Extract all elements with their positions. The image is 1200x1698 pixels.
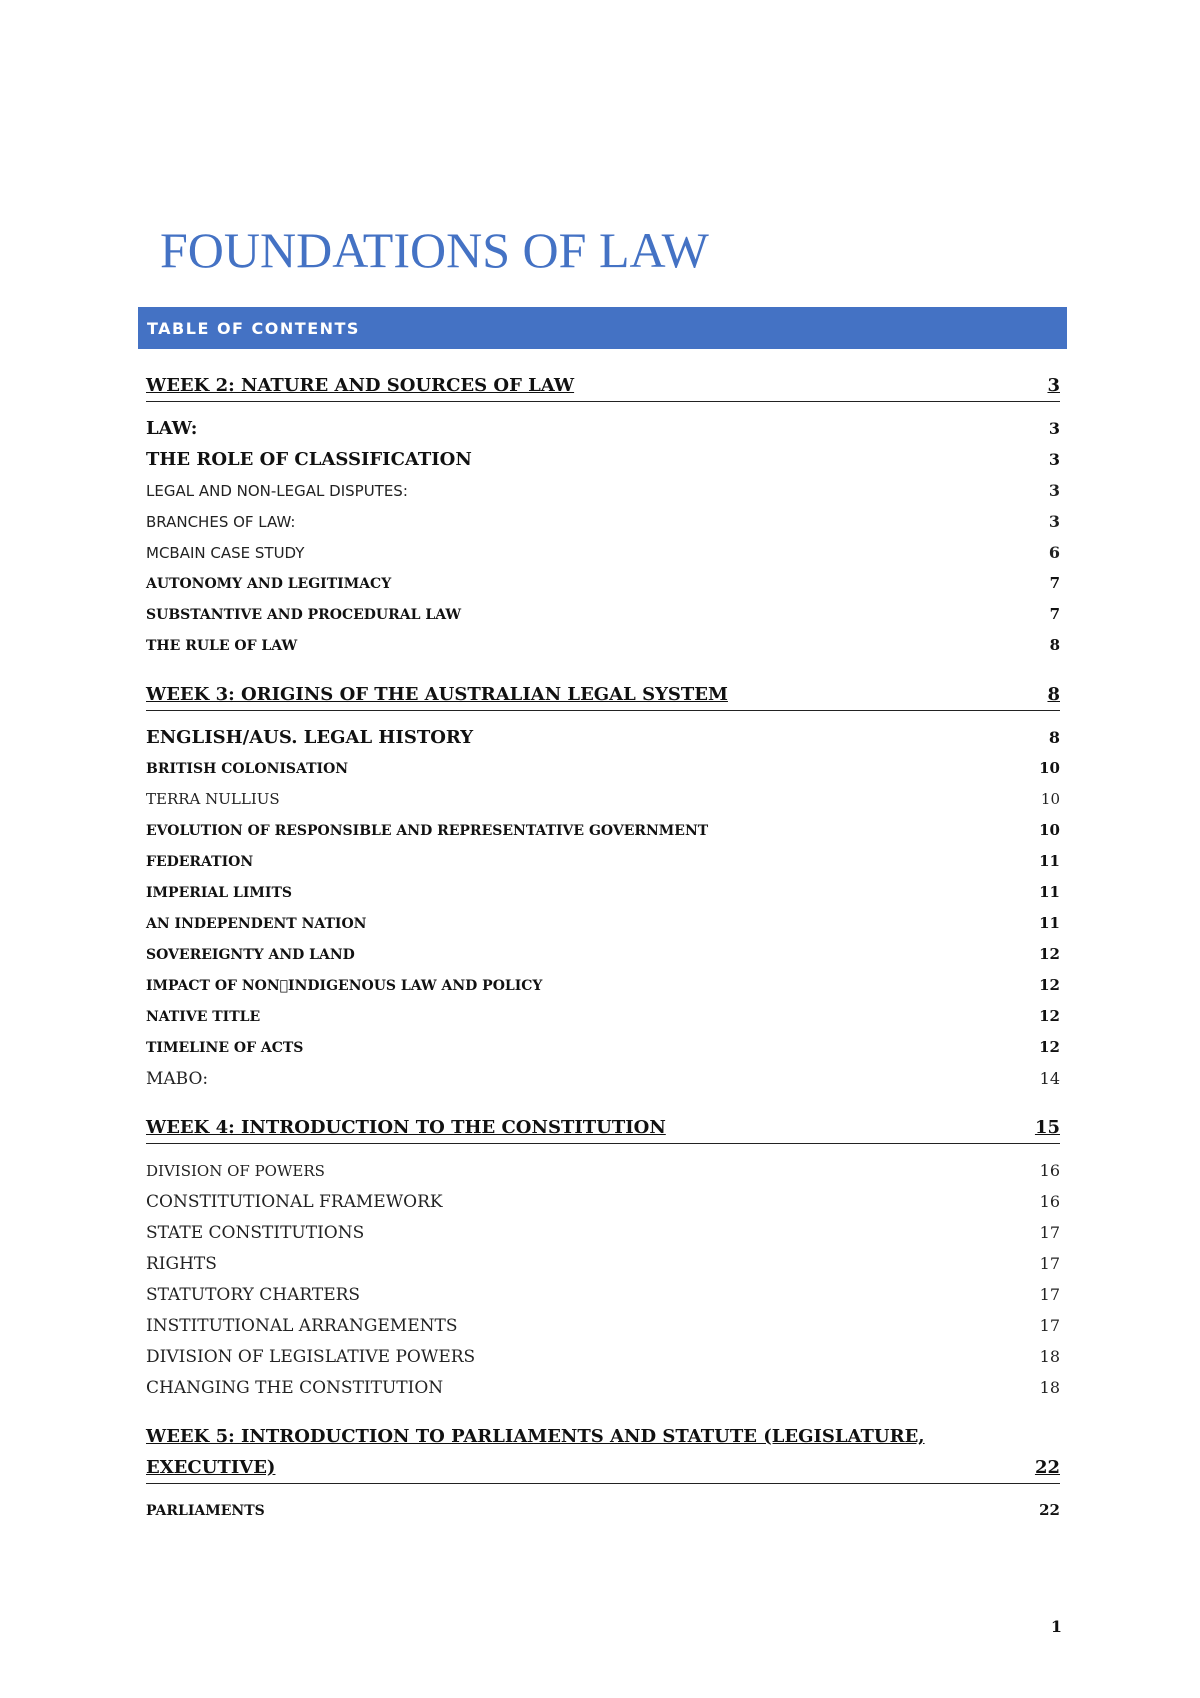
toc-entry-page: 6 (1048, 543, 1060, 562)
toc-entry[interactable] (146, 1372, 1060, 1403)
toc-entry-label: BRITISH COLONISATION (146, 761, 349, 777)
toc-entry-page: 12 (1039, 1038, 1060, 1056)
toc-entry[interactable] (146, 908, 1060, 939)
toc-entry[interactable] (146, 1279, 1060, 1310)
toc-entry-page: 12 (1039, 976, 1060, 994)
document-title: FOUNDATIONS OF LAW (160, 222, 709, 278)
toc-entry-label: RIGHTS (146, 1254, 217, 1274)
toc-entry-label: LEGAL AND NON-LEGAL DISPUTES: (146, 482, 408, 500)
toc-entry-label: ENGLISH/AUS. LEGAL HISTORY (146, 727, 474, 748)
toc-entry-label: WEEK 4: INTRODUCTION TO THE CONSTITUTION (146, 1117, 666, 1138)
toc-entry-page: 10 (1039, 759, 1060, 777)
toc-entry-label: THE ROLE OF CLASSIFICATION (146, 449, 472, 470)
toc-week-5-line-1[interactable] (146, 1421, 1060, 1452)
toc-entry[interactable] (146, 1310, 1060, 1341)
toc-entry-page: 22 (1034, 1457, 1060, 1478)
toc-entry[interactable] (146, 877, 1060, 908)
toc-entry[interactable] (146, 1186, 1060, 1217)
toc-entry-page: 7 (1049, 605, 1060, 623)
toc-entry-label: AN INDEPENDENT NATION (146, 916, 367, 932)
toc-entry[interactable] (146, 630, 1060, 661)
toc-entry[interactable] (146, 413, 1060, 444)
toc-entry-page: 17 (1039, 1316, 1060, 1335)
toc-entry[interactable] (146, 1341, 1060, 1372)
toc-entry[interactable] (146, 1495, 1060, 1526)
toc-heading-banner (138, 307, 1067, 349)
toc-entry-page: 12 (1039, 1007, 1060, 1025)
toc-entry-label: SOVEREIGNTY AND LAND (146, 947, 355, 963)
toc-entry[interactable] (146, 444, 1060, 475)
toc-entry-page: 18 (1039, 1378, 1060, 1397)
toc-entry-label: AUTONOMY AND LEGITIMACY (146, 576, 392, 592)
toc-entry-label: MCBAIN CASE STUDY (146, 544, 305, 562)
toc-entry[interactable] (146, 815, 1060, 846)
toc-entry-page: 11 (1039, 883, 1060, 901)
toc-entry[interactable] (146, 970, 1060, 1001)
toc-entry-label: WEEK 5: INTRODUCTION TO PARLIAMENTS AND STATUTE (LEGISLATURE, (146, 1426, 925, 1447)
toc-entry-label: TIMELINE OF ACTS (146, 1040, 304, 1056)
toc-entry-label: TERRA NULLIUS (146, 790, 280, 808)
toc-entry-page: 11 (1039, 852, 1060, 870)
toc-entry-page: 11 (1039, 914, 1060, 932)
toc-entry-page: 17 (1039, 1285, 1060, 1304)
toc-entry[interactable] (146, 1063, 1060, 1094)
toc-entry[interactable] (146, 1032, 1060, 1063)
toc-entry-label: MABO: (146, 1069, 209, 1089)
toc-week-5[interactable] (146, 1452, 1060, 1484)
toc-entry-page: 17 (1039, 1223, 1060, 1242)
toc-entry-page: 8 (1049, 636, 1060, 654)
toc-entry-label: LAW: (146, 418, 198, 439)
toc-entry[interactable] (146, 784, 1060, 815)
toc-entry[interactable] (146, 506, 1060, 537)
toc-entry[interactable] (146, 1001, 1060, 1032)
toc-entry[interactable] (146, 1248, 1060, 1279)
toc-entry-page: 16 (1039, 1192, 1060, 1211)
toc-entry-label: WEEK 3: ORIGINS OF THE AUSTRALIAN LEGAL SYSTEM (146, 684, 728, 705)
toc-entry[interactable] (146, 568, 1060, 599)
toc-entry-label: BRANCHES OF LAW: (146, 513, 296, 531)
toc-entry-page: 7 (1049, 574, 1060, 592)
toc-entry-label: STATUTORY CHARTERS (146, 1285, 361, 1305)
toc-entry-page: 15 (1034, 1117, 1060, 1138)
toc-week-3[interactable] (146, 679, 1060, 711)
toc-entry-label: CHANGING THE CONSTITUTION (146, 1378, 444, 1398)
toc-entry[interactable] (146, 475, 1060, 506)
toc-entry-label: DIVISION OF LEGISLATIVE POWERS (146, 1347, 476, 1367)
toc-entry-page: 3 (1048, 481, 1060, 500)
toc-entry-page: 10 (1040, 790, 1060, 808)
toc-entry-label: WEEK 2: NATURE AND SOURCES OF LAW (146, 375, 575, 396)
toc-entry-page: 8 (1047, 684, 1060, 705)
toc-entry-page: 8 (1048, 728, 1060, 747)
toc-entry-page: 3 (1048, 419, 1060, 438)
table-of-contents (146, 370, 1060, 1526)
toc-entry-page: 18 (1039, 1347, 1060, 1366)
toc-entry[interactable] (146, 722, 1060, 753)
toc-entry-label: IMPERIAL LIMITS (146, 885, 292, 901)
toc-week-2[interactable] (146, 370, 1060, 402)
toc-entry-page: 17 (1039, 1254, 1060, 1273)
toc-entry-label: STATE CONSTITUTIONS (146, 1223, 365, 1243)
toc-entry-page: 10 (1039, 821, 1060, 839)
toc-entry-page: 3 (1048, 450, 1060, 469)
toc-entry-label: FEDERATION (146, 854, 254, 870)
toc-entry-page: 14 (1039, 1069, 1060, 1088)
toc-entry-label: EXECUTIVE) (146, 1457, 276, 1478)
toc-entry[interactable] (146, 846, 1060, 877)
toc-entry-label: DIVISION OF POWERS (146, 1162, 325, 1180)
toc-entry-label: CONSTITUTIONAL FRAMEWORK (146, 1192, 443, 1212)
page-number: 1 (1050, 1617, 1062, 1636)
toc-entry-label: IMPACT OF NON INDIGENOUS LAW AND POLICY (146, 978, 543, 994)
toc-entry-label: INSTITUTIONAL ARRANGEMENTS (146, 1316, 458, 1336)
toc-entry-label: PARLIAMENTS (146, 1503, 265, 1519)
toc-entry[interactable] (146, 537, 1060, 568)
toc-heading: TABLE OF CONTENTS (147, 318, 360, 338)
toc-entry[interactable] (146, 939, 1060, 970)
toc-entry[interactable] (146, 1217, 1060, 1248)
toc-entry-label: EVOLUTION OF RESPONSIBLE AND REPRESENTATIVE GOVERNMENT (146, 823, 709, 839)
toc-entry-page: 3 (1048, 512, 1060, 531)
toc-entry-page: 12 (1039, 945, 1060, 963)
toc-entry-label: SUBSTANTIVE AND PROCEDURAL LAW (146, 607, 462, 623)
toc-entry[interactable] (146, 599, 1060, 630)
toc-entry[interactable] (146, 1155, 1060, 1186)
toc-entry-page: 3 (1047, 375, 1060, 396)
toc-week-4[interactable] (146, 1112, 1060, 1144)
toc-entry-label: THE RULE OF LAW (146, 638, 298, 654)
toc-entry-page: 16 (1039, 1161, 1060, 1180)
toc-entry-label: NATIVE TITLE (146, 1009, 261, 1025)
toc-entry[interactable] (146, 753, 1060, 784)
toc-entry-page: 22 (1039, 1501, 1060, 1519)
